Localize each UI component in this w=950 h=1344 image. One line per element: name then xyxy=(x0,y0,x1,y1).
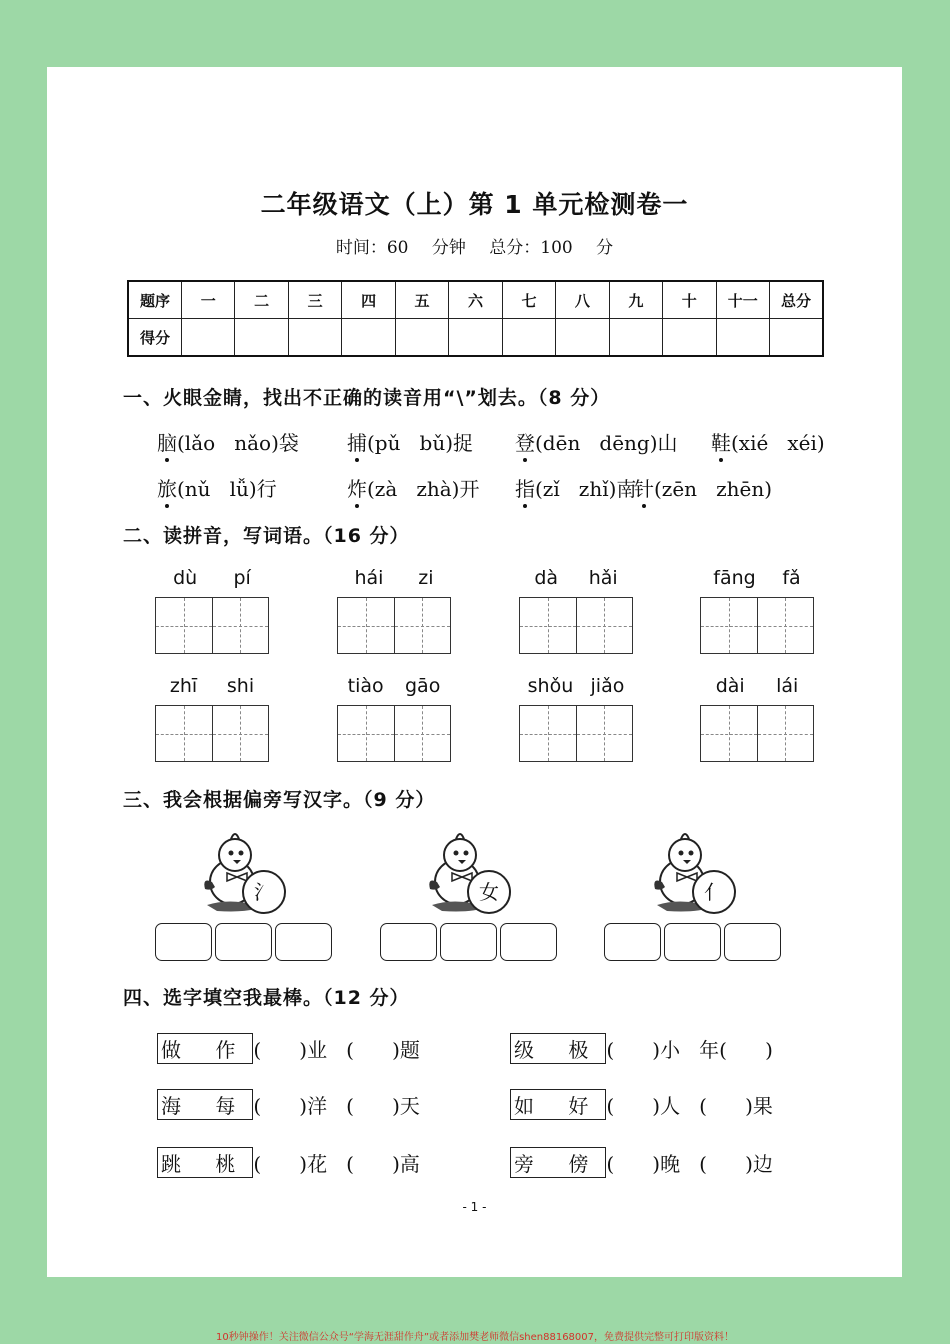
answer-box[interactable] xyxy=(500,923,557,961)
score-cell[interactable] xyxy=(182,319,235,357)
row-head-order: 题序 xyxy=(128,281,182,319)
page-title: 二年级语文（上）第 1 单元检测卷一 xyxy=(260,190,689,219)
pinyin-syllable: shi xyxy=(226,675,255,697)
char-choice: 如 好 xyxy=(510,1089,606,1120)
answer-box[interactable] xyxy=(215,923,272,961)
writing-grid[interactable] xyxy=(155,705,269,762)
footer-promo: 10秒钟操作！关注微信公众号“学海无涯甜作舟”或者添加樊老师微信shen88168007，免费提供完整可打印版资料！ xyxy=(215,1332,735,1343)
pinyin-word-box xyxy=(700,567,814,654)
score-cell[interactable] xyxy=(235,319,288,357)
answer-boxes xyxy=(380,923,557,961)
answer-box[interactable] xyxy=(440,923,497,961)
radical-circle: 亻 xyxy=(692,870,736,914)
writing-grid[interactable] xyxy=(519,705,633,762)
answer-box[interactable] xyxy=(724,923,781,961)
pinyin-syllable: dà xyxy=(534,567,559,589)
pinyin-item xyxy=(515,473,636,502)
col-head: 一 xyxy=(182,281,235,319)
pinyin-syllable: dài xyxy=(715,675,745,697)
answer-box[interactable] xyxy=(275,923,332,961)
pinyin-syllable: fāng xyxy=(713,567,756,589)
pinyin-options[interactable]: (zēn zhēn) xyxy=(654,477,773,501)
fill-blanks[interactable]: ( )业 ( )题 xyxy=(253,1038,420,1062)
score-table xyxy=(127,280,824,357)
fill-blanks[interactable]: ( )洋 ( )天 xyxy=(253,1094,420,1118)
score-table-score-row xyxy=(128,319,823,357)
score-cell[interactable] xyxy=(502,319,555,357)
writing-grid[interactable] xyxy=(700,597,814,654)
pinyin-syllable: jiǎo xyxy=(590,675,625,697)
score-table-header-row xyxy=(128,281,823,319)
fill-blanks[interactable]: ( )花 ( )高 xyxy=(253,1152,420,1176)
char-choice: 级 极 xyxy=(510,1033,606,1064)
char-choice: 做 作 xyxy=(157,1033,253,1064)
col-head: 三 xyxy=(288,281,341,319)
pinyin-word-box xyxy=(155,567,269,654)
pinyin-syllable: lái xyxy=(776,675,799,697)
pinyin-options[interactable]: (nǔ lǚ)行 xyxy=(177,477,277,501)
pinyin-syllable: zhī xyxy=(169,675,198,697)
pinyin-item xyxy=(347,427,473,456)
pinyin-item xyxy=(711,427,825,456)
answer-boxes xyxy=(604,923,781,961)
fill-blanks[interactable]: ( )人 ( )果 xyxy=(606,1094,773,1118)
col-head: 七 xyxy=(502,281,555,319)
score-cell[interactable] xyxy=(449,319,502,357)
score-cell[interactable] xyxy=(556,319,609,357)
pinyin-options[interactable]: (pǔ bǔ)捉 xyxy=(367,431,474,455)
fill-row xyxy=(157,1147,420,1178)
answer-box[interactable] xyxy=(155,923,212,961)
section3-title: 三、我会根据偏旁写汉字。（9 分） xyxy=(123,789,436,811)
radical-circle: 氵 xyxy=(242,870,286,914)
fill-row xyxy=(157,1033,420,1064)
answer-box[interactable] xyxy=(380,923,437,961)
page-subtitle: 时间：60 分钟 总分：100 分 xyxy=(335,238,614,258)
fill-blanks[interactable]: ( )晚 ( )边 xyxy=(606,1152,773,1176)
dotted-char: 登 xyxy=(515,427,535,456)
pinyin-syllable: gāo xyxy=(404,675,441,697)
worksheet-page xyxy=(47,67,902,1277)
fill-blanks[interactable]: ( )小 年( ) xyxy=(606,1038,773,1062)
pinyin-word-box xyxy=(155,675,269,762)
pinyin-word-box xyxy=(519,567,633,654)
pinyin-syllable: tiào xyxy=(347,675,384,697)
pinyin-word-box xyxy=(519,675,633,762)
score-cell[interactable] xyxy=(288,319,341,357)
radical-circle: 女 xyxy=(467,870,511,914)
pinyin-word-box xyxy=(337,675,451,762)
section1-title: 一、火眼金睛，找出不正确的读音用“\”划去。（8 分） xyxy=(123,387,611,409)
pinyin-options[interactable]: (zǐ zhǐ)南 xyxy=(535,477,637,501)
writing-grid[interactable] xyxy=(155,597,269,654)
pinyin-options[interactable]: (lǎo nǎo)袋 xyxy=(177,431,299,455)
answer-boxes xyxy=(155,923,332,961)
score-cell[interactable] xyxy=(609,319,662,357)
pinyin-options[interactable]: (xié xéi) xyxy=(731,431,825,455)
pinyin-syllable: shǒu xyxy=(527,675,574,697)
row-head-score: 得分 xyxy=(128,319,182,357)
score-cell[interactable] xyxy=(769,319,823,357)
pinyin-item xyxy=(634,473,772,502)
col-head: 五 xyxy=(395,281,448,319)
pinyin-syllable: pí xyxy=(233,567,251,589)
char-choice: 跳 桃 xyxy=(157,1147,253,1178)
col-head: 总分 xyxy=(769,281,823,319)
col-head: 十一 xyxy=(716,281,769,319)
score-cell[interactable] xyxy=(342,319,395,357)
section4-title: 四、选字填空我最棒。（12 分） xyxy=(123,987,410,1009)
pinyin-syllable: hǎi xyxy=(588,567,618,589)
pinyin-word-box xyxy=(337,567,451,654)
answer-box[interactable] xyxy=(604,923,661,961)
col-head: 八 xyxy=(556,281,609,319)
fill-row xyxy=(510,1033,773,1064)
fill-row xyxy=(157,1089,420,1120)
pinyin-options[interactable]: (dēn dēng)山 xyxy=(535,431,678,455)
char-choice: 海 每 xyxy=(157,1089,253,1120)
fill-row xyxy=(510,1089,773,1120)
col-head: 六 xyxy=(449,281,502,319)
writing-grid[interactable] xyxy=(337,597,451,654)
score-cell[interactable] xyxy=(716,319,769,357)
char-choice: 旁 傍 xyxy=(510,1147,606,1178)
pinyin-options[interactable]: (zà zhà)开 xyxy=(367,477,480,501)
dotted-char: 鞋 xyxy=(711,427,731,456)
section2-title: 二、读拼音，写词语。（16 分） xyxy=(123,525,410,547)
dotted-char: 捕 xyxy=(347,427,367,456)
page-number: - 1 - xyxy=(462,1200,487,1214)
dotted-char: 旅 xyxy=(157,473,177,502)
dotted-char: 脑 xyxy=(157,427,177,456)
dotted-char: 针 xyxy=(634,473,654,502)
writing-grid[interactable] xyxy=(519,597,633,654)
pinyin-item xyxy=(157,427,299,456)
col-head: 十 xyxy=(663,281,716,319)
writing-grid[interactable] xyxy=(337,705,451,762)
dotted-char: 炸 xyxy=(347,473,367,502)
pinyin-word-box xyxy=(700,675,814,762)
pinyin-syllable: dù xyxy=(173,567,198,589)
writing-grid[interactable] xyxy=(700,705,814,762)
pinyin-syllable: zi xyxy=(418,567,434,589)
col-head: 九 xyxy=(609,281,662,319)
pinyin-item xyxy=(515,427,678,456)
score-cell[interactable] xyxy=(395,319,448,357)
col-head: 二 xyxy=(235,281,288,319)
pinyin-syllable: hái xyxy=(354,567,384,589)
answer-box[interactable] xyxy=(664,923,721,961)
pinyin-item xyxy=(157,473,277,502)
col-head: 四 xyxy=(342,281,395,319)
pinyin-item xyxy=(347,473,479,502)
score-cell[interactable] xyxy=(663,319,716,357)
pinyin-syllable: fǎ xyxy=(782,567,801,589)
fill-row xyxy=(510,1147,773,1178)
dotted-char: 指 xyxy=(515,473,535,502)
